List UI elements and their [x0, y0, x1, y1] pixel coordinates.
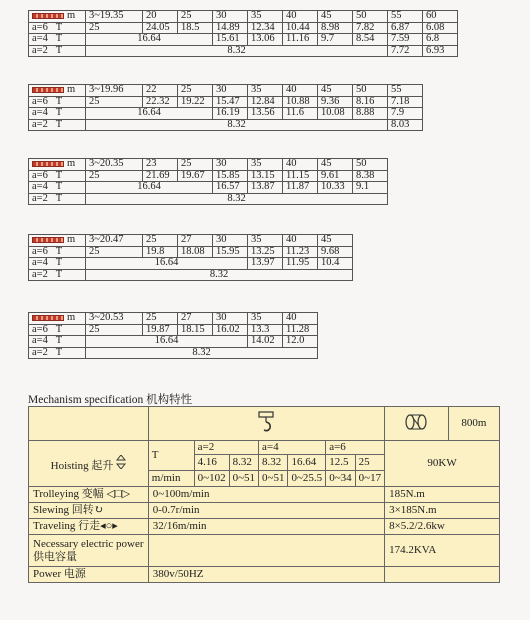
load-value: 8.88 — [353, 108, 388, 120]
load-value: 19.22 — [178, 96, 213, 108]
radius-value: 40 — [283, 11, 318, 23]
hoist-load: 8.32 — [229, 455, 258, 471]
hoist-speed: 0~17 — [355, 471, 384, 487]
rate-label: a=4 — [32, 335, 48, 346]
load-value: 6.08 — [423, 22, 458, 34]
load-value: 10.4 — [318, 258, 353, 270]
rate-label-cell — [29, 119, 86, 131]
hoist-speed: 0~51 — [229, 471, 258, 487]
load-value: 8.03 — [388, 119, 423, 131]
load-span-value: 16.64 — [86, 336, 248, 348]
jib-unit-cell — [29, 11, 86, 23]
load-unit: T — [55, 33, 63, 44]
load-value: 22.32 — [143, 96, 178, 108]
load-value: 9.68 — [318, 246, 353, 258]
radius-value: 30 — [213, 85, 248, 97]
load-value: 6.87 — [388, 22, 423, 34]
radius-value: 3~19.35 — [86, 11, 143, 23]
load-value: 11.87 — [283, 182, 318, 194]
load-value: 13.97 — [248, 258, 283, 270]
rate-label-cell — [29, 22, 86, 34]
load-value: 24.05 — [143, 22, 178, 34]
rate-label-cell — [29, 336, 86, 348]
load-span-value: 8.32 — [86, 119, 388, 131]
trolleying-right: 185N.m — [385, 487, 500, 503]
winch-icon — [403, 412, 429, 432]
radius-value: 22 — [143, 85, 178, 97]
jib-unit-cell — [29, 85, 86, 97]
rate-label-cell — [29, 96, 86, 108]
hoisting-label: Hoisting 起升 — [50, 459, 114, 472]
radius-value: 30 — [213, 235, 248, 247]
radius-value: 35 — [248, 159, 283, 171]
mech-header-blank — [29, 407, 149, 441]
radius-unit: m — [67, 234, 76, 245]
rate-label-cell — [29, 246, 86, 258]
radius-value: 35 — [248, 85, 283, 97]
mech-header-winch — [385, 407, 449, 441]
radius-value: 45 — [318, 11, 353, 23]
load-value: 14.89 — [213, 22, 248, 34]
jib-icon — [32, 161, 64, 167]
radius-value: 35 — [248, 313, 283, 325]
radius-value: 25 — [178, 11, 213, 23]
rate-label-cell — [29, 34, 86, 46]
load-value: 7.9 — [388, 108, 423, 120]
load-value: 14.02 — [248, 336, 283, 348]
load-span-value: 16.64 — [86, 182, 213, 194]
load-unit: T — [55, 21, 63, 33]
traveling-label: Traveling 行走 — [33, 520, 101, 532]
load-value: 18.5 — [178, 22, 213, 34]
load-table — [28, 10, 458, 57]
radius-value: 60 — [423, 11, 458, 23]
rate-label: a=4 — [32, 107, 48, 118]
hook-icon — [257, 411, 275, 433]
load-unit: T — [55, 169, 63, 181]
rate-label: a=4 — [32, 181, 48, 192]
load-value: 6.93 — [423, 45, 458, 57]
power-label: Power 电源 — [29, 567, 149, 583]
trolleying-label-cell — [29, 487, 149, 503]
load-value: 13.56 — [248, 108, 283, 120]
rate-label-cell — [29, 182, 86, 194]
radius-value: 23 — [143, 159, 178, 171]
jib-unit-cell — [29, 235, 86, 247]
hoisting-unit-speed: m/min — [148, 471, 194, 487]
radius-value: 45 — [318, 159, 353, 171]
load-value: 8.38 — [353, 170, 388, 182]
load-unit: T — [55, 268, 63, 280]
rate-label-cell — [29, 45, 86, 57]
rate-label: a=6 — [32, 169, 48, 181]
jib-icon — [32, 87, 64, 93]
load-value: 16.19 — [213, 108, 248, 120]
load-unit: T — [55, 257, 63, 268]
load-value: 11.95 — [283, 258, 318, 270]
load-value: 15.47 — [213, 96, 248, 108]
load-value: 12.84 — [248, 96, 283, 108]
load-unit: T — [55, 192, 63, 204]
load-value: 15.61 — [213, 34, 248, 46]
travel-icon: ◂○▸ — [100, 520, 118, 532]
jib-icon — [32, 315, 64, 321]
load-value: 8.16 — [353, 96, 388, 108]
rate-label: a=6 — [32, 245, 48, 257]
rate-label-cell — [29, 258, 86, 270]
load-value: 13.25 — [248, 246, 283, 258]
load-table — [28, 312, 318, 359]
load-value: 11.6 — [283, 108, 318, 120]
radius-value: 35 — [248, 235, 283, 247]
radius-value: 20 — [143, 11, 178, 23]
trolley-icon: ◁□▷ — [106, 488, 131, 500]
hoisting-label-cell — [29, 441, 149, 487]
load-value: 25 — [86, 22, 143, 34]
radius-value: 35 — [248, 11, 283, 23]
hoisting-rate-a6: a=6 — [326, 441, 385, 455]
slew-icon: ↻ — [93, 504, 104, 516]
rate-label: a=6 — [32, 323, 48, 335]
load-value: 25 — [86, 324, 143, 336]
traveling-label-cell — [29, 519, 149, 535]
load-value: 21.69 — [143, 170, 178, 182]
load-value: 9.36 — [318, 96, 353, 108]
load-value: 19.87 — [143, 324, 178, 336]
load-span-value: 8.32 — [86, 347, 318, 359]
load-value: 10.44 — [283, 22, 318, 34]
load-value: 7.18 — [388, 96, 423, 108]
load-value: 10.33 — [318, 182, 353, 194]
mechanism-table — [28, 406, 500, 583]
radius-unit: m — [67, 312, 76, 323]
rate-label-cell — [29, 324, 86, 336]
radius-value: 27 — [178, 235, 213, 247]
radius-value: 30 — [213, 159, 248, 171]
rate-label: a=2 — [32, 346, 48, 358]
load-value: 9.61 — [318, 170, 353, 182]
load-unit: T — [55, 335, 63, 346]
load-span-value: 16.64 — [86, 108, 213, 120]
rate-label: a=2 — [32, 44, 48, 56]
load-value: 7.72 — [388, 45, 423, 57]
load-unit: T — [55, 323, 63, 335]
mech-header-hook — [148, 407, 384, 441]
electric-power-label: Necessary electric power 供电容量 — [29, 535, 149, 567]
mech-header-length: 800m — [448, 407, 499, 441]
traveling-right: 8×5.2/2.6kw — [385, 519, 500, 535]
rate-label: a=4 — [32, 257, 48, 268]
trolleying-label: Trolleying 变幅 — [33, 488, 104, 500]
rate-label-cell — [29, 108, 86, 120]
hoist-speed: 0~25.5 — [288, 471, 326, 487]
rate-label: a=2 — [32, 192, 48, 204]
hoisting-power: 90KW — [385, 441, 500, 487]
load-value: 11.23 — [283, 246, 318, 258]
hoisting-rate-a4: a=4 — [259, 441, 326, 455]
rate-label: a=6 — [32, 21, 48, 33]
load-value: 13.06 — [248, 34, 283, 46]
slewing-label: Slewing 回转 — [33, 504, 94, 516]
load-value: 13.3 — [248, 324, 283, 336]
rate-label: a=6 — [32, 95, 48, 107]
radius-value: 3~20.53 — [86, 313, 143, 325]
radius-unit: m — [67, 158, 76, 169]
load-unit: T — [55, 44, 63, 56]
hoist-arrows-icon — [116, 455, 126, 469]
rate-label-cell — [29, 347, 86, 359]
radius-value: 3~20.35 — [86, 159, 143, 171]
load-span-value: 8.32 — [86, 193, 388, 205]
radius-value: 25 — [143, 313, 178, 325]
jib-icon — [32, 237, 64, 243]
electric-power-right: 174.2KVA — [385, 535, 500, 567]
radius-value: 30 — [213, 11, 248, 23]
load-span-value: 16.64 — [86, 258, 248, 270]
load-unit: T — [55, 245, 63, 257]
radius-value: 30 — [213, 313, 248, 325]
jib-unit-cell — [29, 313, 86, 325]
radius-unit: m — [67, 10, 76, 21]
load-value: 11.28 — [283, 324, 318, 336]
load-span-value: 16.64 — [86, 34, 213, 46]
load-unit: T — [55, 107, 63, 118]
radius-value: 45 — [318, 235, 353, 247]
load-value: 16.57 — [213, 182, 248, 194]
traveling-value: 32/16m/min — [148, 519, 384, 535]
hoist-load: 25 — [355, 455, 384, 471]
radius-value: 50 — [353, 159, 388, 171]
load-unit: T — [55, 346, 63, 358]
load-value: 9.1 — [353, 182, 388, 194]
hoist-load: 4.16 — [194, 455, 229, 471]
hoist-load: 16.64 — [288, 455, 326, 471]
jib-unit-cell — [29, 159, 86, 171]
jib-icon — [32, 13, 64, 19]
load-span-value: 8.32 — [86, 45, 388, 57]
load-value: 18.08 — [178, 246, 213, 258]
load-table — [28, 158, 388, 205]
load-value: 12.34 — [248, 22, 283, 34]
load-value: 19.8 — [143, 246, 178, 258]
radius-value: 40 — [283, 159, 318, 171]
load-value: 11.15 — [283, 170, 318, 182]
radius-value: 3~19.96 — [86, 85, 143, 97]
load-unit: T — [55, 181, 63, 192]
load-value: 25 — [86, 96, 143, 108]
hoisting-rate-a2: a=2 — [194, 441, 258, 455]
radius-value: 27 — [178, 313, 213, 325]
rate-label: a=2 — [32, 118, 48, 130]
load-span-value: 8.32 — [86, 269, 353, 281]
hoist-speed: 0~51 — [259, 471, 288, 487]
power-value: 380v/50HZ — [148, 567, 384, 583]
radius-value: 40 — [283, 85, 318, 97]
hoist-load: 8.32 — [259, 455, 288, 471]
load-value: 15.85 — [213, 170, 248, 182]
hoisting-unit-t: T — [148, 441, 194, 471]
load-value: 8.98 — [318, 22, 353, 34]
radius-value: 50 — [353, 11, 388, 23]
radius-value: 40 — [283, 235, 318, 247]
load-table — [28, 84, 423, 131]
rate-label: a=4 — [32, 33, 48, 44]
load-unit: T — [55, 118, 63, 130]
power-right — [385, 567, 500, 583]
rate-label: a=2 — [32, 268, 48, 280]
load-value: 7.82 — [353, 22, 388, 34]
load-value: 11.16 — [283, 34, 318, 46]
hoist-speed: 0~102 — [194, 471, 229, 487]
load-value: 18.15 — [178, 324, 213, 336]
load-value: 12.0 — [283, 336, 318, 348]
load-value: 8.54 — [353, 34, 388, 46]
load-value: 16.02 — [213, 324, 248, 336]
load-value: 13.15 — [248, 170, 283, 182]
slewing-right: 3×185N.m — [385, 503, 500, 519]
radius-value: 25 — [178, 159, 213, 171]
radius-value: 25 — [143, 235, 178, 247]
load-value: 25 — [86, 246, 143, 258]
load-value: 9.7 — [318, 34, 353, 46]
mechanism-title: Mechanism specification 机构特性 — [28, 394, 193, 406]
rate-label-cell — [29, 193, 86, 205]
rate-label-cell — [29, 269, 86, 281]
load-value: 19.67 — [178, 170, 213, 182]
radius-value: 25 — [178, 85, 213, 97]
slewing-label-cell — [29, 503, 149, 519]
radius-value: 50 — [353, 85, 388, 97]
hoist-load: 12.5 — [326, 455, 355, 471]
radius-value: 3~20.47 — [86, 235, 143, 247]
load-value: 13.87 — [248, 182, 283, 194]
load-value: 15.95 — [213, 246, 248, 258]
load-value: 7.59 — [388, 34, 423, 46]
load-value: 10.88 — [283, 96, 318, 108]
radius-value: 45 — [318, 85, 353, 97]
load-unit: T — [55, 95, 63, 107]
radius-value: 55 — [388, 85, 423, 97]
trolleying-value: 0~100m/min — [148, 487, 384, 503]
electric-power-value — [148, 535, 384, 567]
rate-label-cell — [29, 170, 86, 182]
load-value: 6.8 — [423, 34, 458, 46]
radius-unit: m — [67, 84, 76, 95]
load-table — [28, 234, 353, 281]
radius-value: 40 — [283, 313, 318, 325]
hoist-speed: 0~34 — [326, 471, 355, 487]
radius-value: 55 — [388, 11, 423, 23]
load-value: 10.08 — [318, 108, 353, 120]
slewing-value: 0-0.7r/min — [148, 503, 384, 519]
load-value: 25 — [86, 170, 143, 182]
